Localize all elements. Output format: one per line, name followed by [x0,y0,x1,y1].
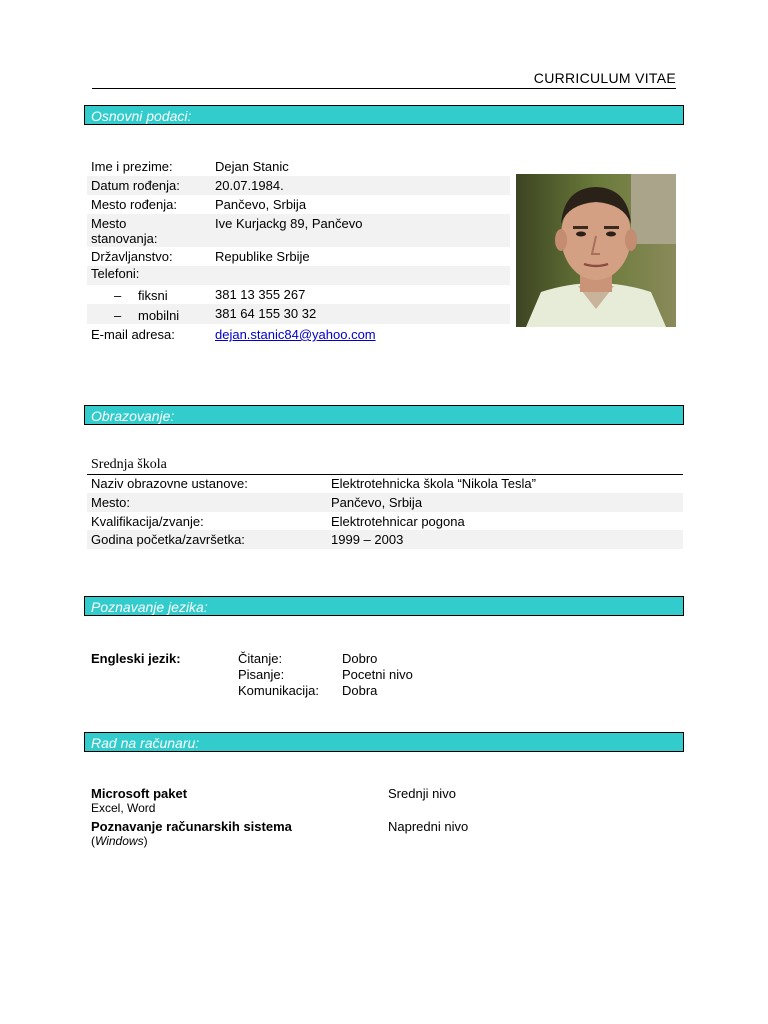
language-skill-value: Dobra [342,683,378,698]
phone-value: 381 64 155 30 32 [215,306,317,321]
section-basic-info: Osnovni podaci: [84,105,684,125]
education-label: Naziv obrazovne ustanove: [91,476,248,491]
phone-dash: – [114,308,122,323]
personal-row [87,247,510,266]
language-skill-label: Komunikacija: [238,683,319,698]
computer-skill-level: Napredni nivo [388,819,469,834]
education-value: Elektrotehnicar pogona [331,514,465,529]
personal-row [87,266,510,285]
detail-italic: Windows [95,834,144,848]
education-value: Elektrotehnicka škola “Nikola Tesla” [331,476,536,491]
personal-row [87,157,510,176]
section-languages: Poznavanje jezika: [84,596,684,616]
phone-label: fiksni [138,288,168,303]
phone-label: mobilni [138,308,180,323]
language-skill-label: Pisanje: [238,667,285,682]
education-row [87,512,683,530]
education-value: 1999 – 2003 [331,532,404,547]
education-row [87,493,683,512]
document-title: CURRICULUM VITAE [92,70,676,89]
language-skill-value: Pocetni nivo [342,667,413,682]
personal-value: Republike Srbije [215,249,310,264]
personal-label: Državljanstvo: [91,249,173,264]
computer-skill-title: Microsoft paket [91,786,188,801]
personal-row [87,195,510,214]
email-link[interactable]: dejan.stanic84@yahoo.com [215,327,376,342]
computer-skill-detail [91,834,148,848]
education-heading: Srednja škola [91,457,167,472]
language-name: Engleski jezik: [91,651,181,666]
email-label: E-mail adresa: [91,327,175,342]
personal-value: 20.07.1984. [215,178,284,193]
portrait-illustration [516,174,676,327]
personal-row [87,176,510,195]
phone-row [87,285,510,304]
personal-label: Mesto rođenja: [91,197,177,212]
personal-label: Datum rođenja: [91,178,180,193]
education-value: Pančevo, Srbija [331,495,423,510]
personal-label: Ime i prezime: [91,159,173,174]
personal-value: Pančevo, Srbija [215,197,307,212]
personal-value: Ive Kurjackg 89, Pančevo [215,216,363,231]
detail-paren-open: ( [91,834,95,848]
computer-skill-detail: Excel, Word [91,801,156,815]
personal-row [87,214,510,247]
email-row [87,324,510,343]
education-row [87,530,683,549]
personal-label: Telefoni: [91,266,140,281]
section-education: Obrazovanje: [84,405,684,425]
language-skill-value: Dobro [342,651,378,666]
phone-value: 381 13 355 267 [215,287,306,302]
personal-value: Dejan Stanic [215,159,289,174]
language-skill-label: Čitanje: [238,651,283,666]
section-computer: Rad na računaru: [84,732,684,752]
education-label: Godina početka/završetka: [91,532,245,547]
portrait-photo [516,174,676,327]
computer-skill-level: Srednji nivo [388,786,456,801]
detail-paren-close: ) [143,834,148,848]
phone-row [87,304,510,324]
phone-dash: – [114,288,122,303]
computer-skill-title: Poznavanje računarskih sistema [91,819,292,834]
education-label: Kvalifikacija/zvanje: [91,514,204,529]
education-row [87,475,683,493]
personal-label: Mesto stanovanja: [91,216,158,246]
education-label: Mesto: [91,495,131,510]
